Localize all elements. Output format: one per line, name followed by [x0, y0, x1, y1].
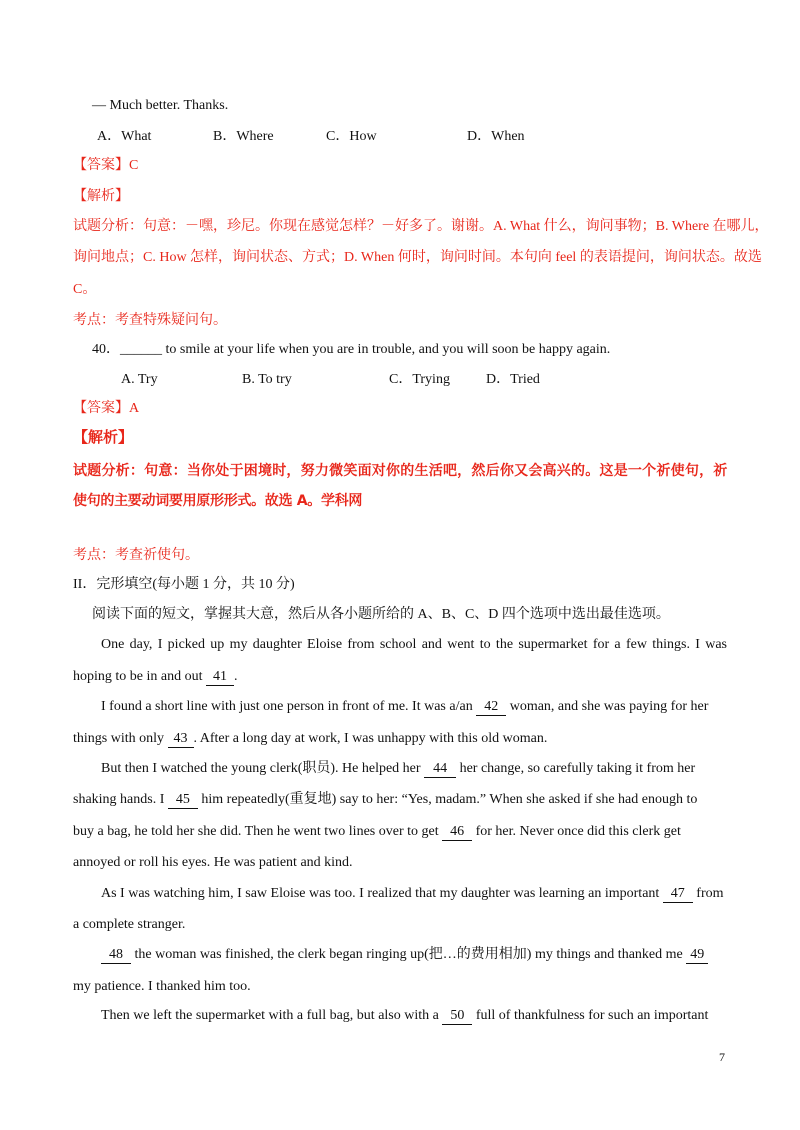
q39-point: 考点：考查特殊疑问句。: [73, 313, 227, 328]
passage-text: her change, so carefully taking it from her: [456, 761, 696, 776]
blank-49: 49: [686, 947, 708, 964]
q39-option-c: C．How: [326, 129, 377, 144]
passage-line: [73, 730, 547, 748]
passage-line: One day, I picked up my daughter Eloise from school and went to the supermarket for a few things. I was: [101, 637, 727, 652]
q39-analysis-head: 【解析】: [73, 189, 129, 204]
q40-analysis-line: 使句的主要动词要用原形形式。故选 A。学科网: [73, 493, 363, 509]
q39-analysis-line: 试题分析：句意：－嘿，珍尼。你现在感觉怎样？－好多了。谢谢。A. What 什么，询问事物；B. Where 在哪儿，: [73, 219, 769, 234]
blank-46: 46: [442, 824, 472, 841]
section-title: II．完形填空(每小题 1 分，共 10 分): [73, 577, 295, 592]
q40-option-d: D．Tried: [486, 372, 540, 387]
passage-line: [73, 823, 681, 841]
passage-text: from: [692, 886, 724, 901]
passage-line: [101, 698, 708, 716]
passage-line: [101, 760, 695, 778]
blank-47: 47: [663, 886, 693, 903]
passage-line: [101, 946, 708, 964]
blank-50: 50: [442, 1008, 472, 1025]
blank-42: 42: [476, 699, 506, 716]
q40-blank: ______: [120, 342, 162, 357]
q40-answer: 【答案】A: [73, 401, 140, 416]
q40-analysis-line: 试题分析：句意：当你处于困境时，努力微笑面对你的生活吧，然后你又会高兴的。这是一个祈使句，祈: [73, 463, 727, 479]
q39-option-a: A．What: [97, 129, 152, 144]
passage-text: full of thankfulness for such an important: [472, 1008, 709, 1023]
passage-text: As I was watching him, I saw Eloise was too. I realized that my daughter was learning an important: [101, 886, 663, 901]
passage-line: [101, 1007, 708, 1025]
passage-line: [73, 791, 697, 809]
q40-stem: [92, 341, 610, 359]
passage-text: him repeatedly(重复地) say to her: “Yes, madam.” When she asked if she had enough to: [197, 792, 698, 807]
passage-line: [101, 885, 724, 903]
passage-text: Then we left the supermarket with a full bag, but also with a: [101, 1008, 443, 1023]
section-instruction: 阅读下面的短文，掌握其大意，然后从各小题所给的 A、B、C、D 四个选项中选出最佳选项。: [92, 607, 670, 622]
passage-text: things with only: [73, 731, 168, 746]
q39-analysis-line: C。: [73, 282, 97, 297]
q39-option-b: B．Where: [213, 129, 274, 144]
passage-text: woman, and she was paying for her: [506, 699, 709, 714]
passage-text: for her. Never once did this clerk get: [472, 824, 681, 839]
page-number: 7: [719, 1050, 725, 1064]
passage-text: buy a bag, he told her she did. Then he went two lines over to get: [73, 824, 443, 839]
q40-number: 40．: [92, 342, 120, 357]
passage-line: [73, 668, 238, 686]
blank-45: 45: [168, 792, 198, 809]
passage-text: . After a long day at work, I was unhappy with this old woman.: [193, 731, 548, 746]
q40-option-c: C．Trying: [389, 372, 450, 387]
blank-48: 48: [101, 947, 131, 964]
q40-option-b: B. To try: [242, 372, 292, 387]
q40-point: 考点：考查祈使句。: [73, 548, 199, 563]
passage-text: .: [234, 669, 238, 684]
passage-text: But then I watched the young clerk(职员). He helped her: [101, 761, 425, 776]
blank-41: 41: [206, 669, 234, 686]
passage-text: I found a short line with just one person in front of me. It was a/an: [101, 699, 477, 714]
q39-analysis-line: 询问地点；C. How 怎样，询问状态、方式；D. When 何时，询问时间。本句向 feel 的表语提问，询问状态。故选: [73, 250, 762, 265]
q39-answer: 【答案】C: [73, 158, 139, 173]
passage-text: the woman was finished, the clerk began ringing up(把…的费用相加) my things and thanked me: [131, 947, 687, 962]
passage-text: hoping to be in and out: [73, 669, 206, 684]
q39-option-d: D．When: [467, 129, 525, 144]
q40-option-a: A. Try: [121, 372, 158, 387]
blank-44: 44: [424, 761, 456, 778]
passage-text: shaking hands. I: [73, 792, 168, 807]
q40-stem-text: to smile at your life when you are in trouble, and you will soon be happy again.: [162, 342, 611, 357]
passage-line: my patience. I thanked him too.: [73, 979, 251, 994]
q39-reply: — Much better. Thanks.: [92, 98, 229, 113]
passage-line: a complete stranger.: [73, 917, 186, 932]
q40-analysis-head: 【解析】: [73, 430, 134, 446]
passage-line: annoyed or roll his eyes. He was patient and kind.: [73, 855, 353, 870]
blank-43: 43: [168, 731, 194, 748]
